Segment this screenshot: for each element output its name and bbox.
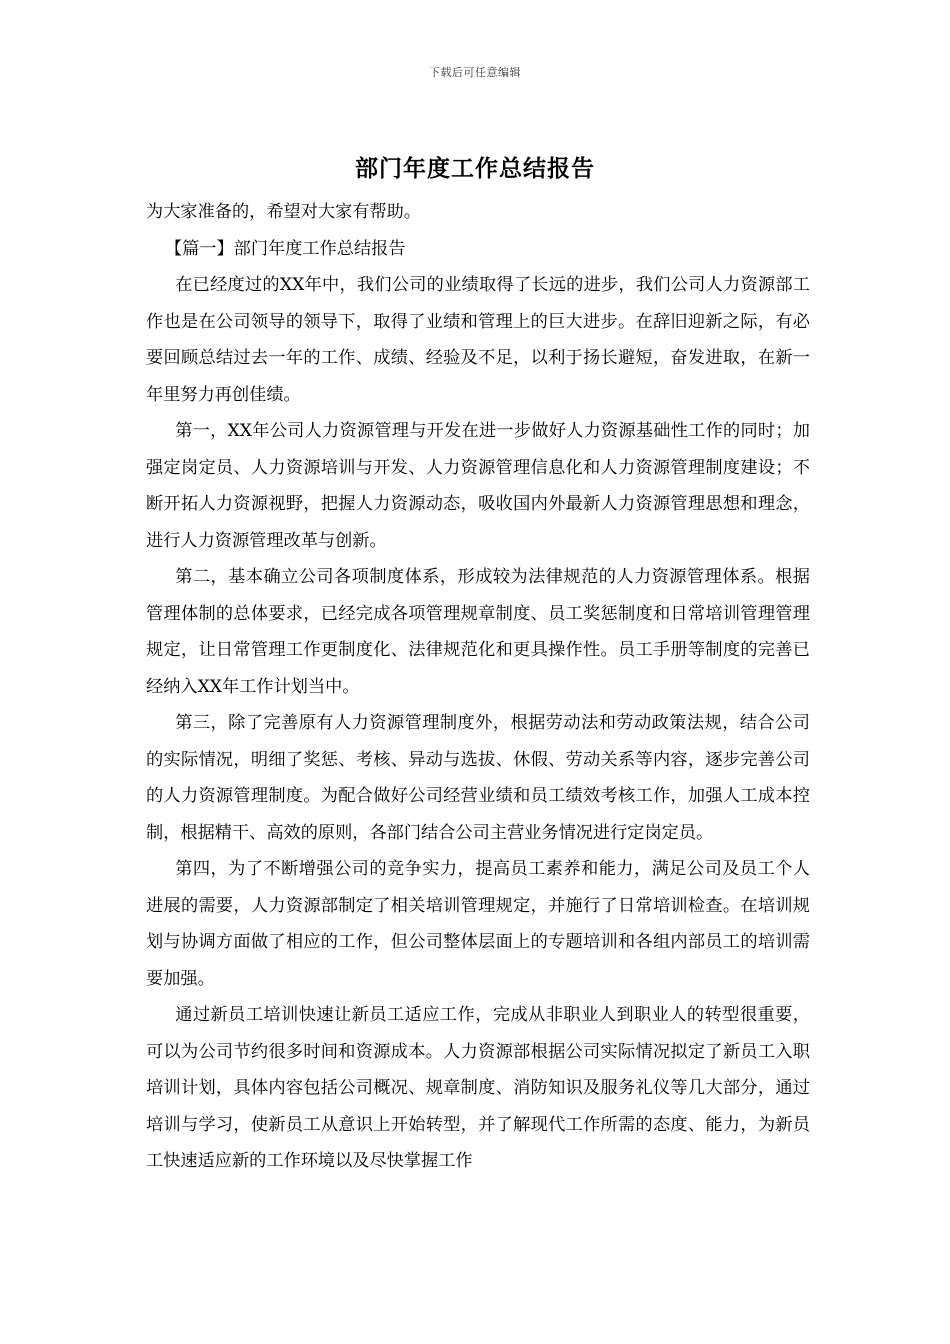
body-paragraph: 第三，除了完善原有人力资源管理制度外，根据劳动法和劳动政策法规，结合公司的实际情况，明细了奖惩、考核、异动与选拔、休假、劳动关系等内容，逐步完善公司的人力资源管理制度。为配合做好公司经营业绩和员工绩效考核工作，加强人工成本控制，根据精干、高效的原则，各部门结合公司主营业务情况进行定岗定员。 — [146, 713, 810, 843]
section-heading: 【篇一】部门年度工作总结报告 — [164, 238, 406, 259]
intro-paragraph: 为大家准备的，希望对大家有帮助。 — [146, 202, 422, 222]
body-paragraph: 第四，为了不断增强公司的竞争实力，提高员工素养和能力，满足公司及员工个人进展的需要，人力资源部制定了相关培训管理规定，并施行了日常培训检查。在培训规划与协调方面做了相应的工作，但公司整体层面上的专题培训和各组内部员工的培训需要加强。 — [146, 859, 810, 989]
body-paragraph: 在已经度过的XX年中，我们公司的业绩取得了长远的进步，我们公司人力资源部工作也是在公司领导的领导下，取得了业绩和管理上的巨大进步。在辞旧迎新之际，有必要回顾总结过去一年的工作、成绩、经验及不足，以利于扬长避短，奋发进取，在新一年里努力再创佳绩。 — [146, 275, 810, 405]
body-paragraph: 通过新员工培训快速让新员工适应工作，完成从非职业人到职业人的转型很重要，可以为公司节约很多时间和资源成本。人力资源部根据公司实际情况拟定了新员工入职培训计划，具体内容包括公司概况、规章制度、消防知识及服务礼仪等几大部分，通过培训与学习，使新员工从意识上开始转型，并了解现代工作所需的态度、能力，为新员工快速适应新的工作环境以及尽快掌握工作 — [146, 1005, 810, 1171]
document-body — [146, 194, 810, 1180]
page-title: 部门年度工作总结报告 — [355, 155, 595, 182]
body-paragraph: 第二，基本确立公司各项制度体系，形成较为法律规范的人力资源管理体系。根据管理体制的总体要求，已经完成各项管理规章制度、员工奖惩制度和日常培训管理管理规定，让日常管理工作更制度化、法律规范化和更具操作性。员工手册等制度的完善已经纳入XX年工作计划当中。 — [146, 567, 810, 697]
body-paragraph: 第一，XX年公司人力资源管理与开发在进一步做好人力资源基础性工作的同时；加强定岗定员、人力资源培训与开发、人力资源管理信息化和人力资源管理制度建设；不断开拓人力资源视野，把握人力资源动态，吸收国内外最新人力资源管理思想和理念，进行人力资源管理改革与创新。 — [146, 421, 810, 551]
header-note: 下载后可任意编辑 — [429, 66, 521, 79]
